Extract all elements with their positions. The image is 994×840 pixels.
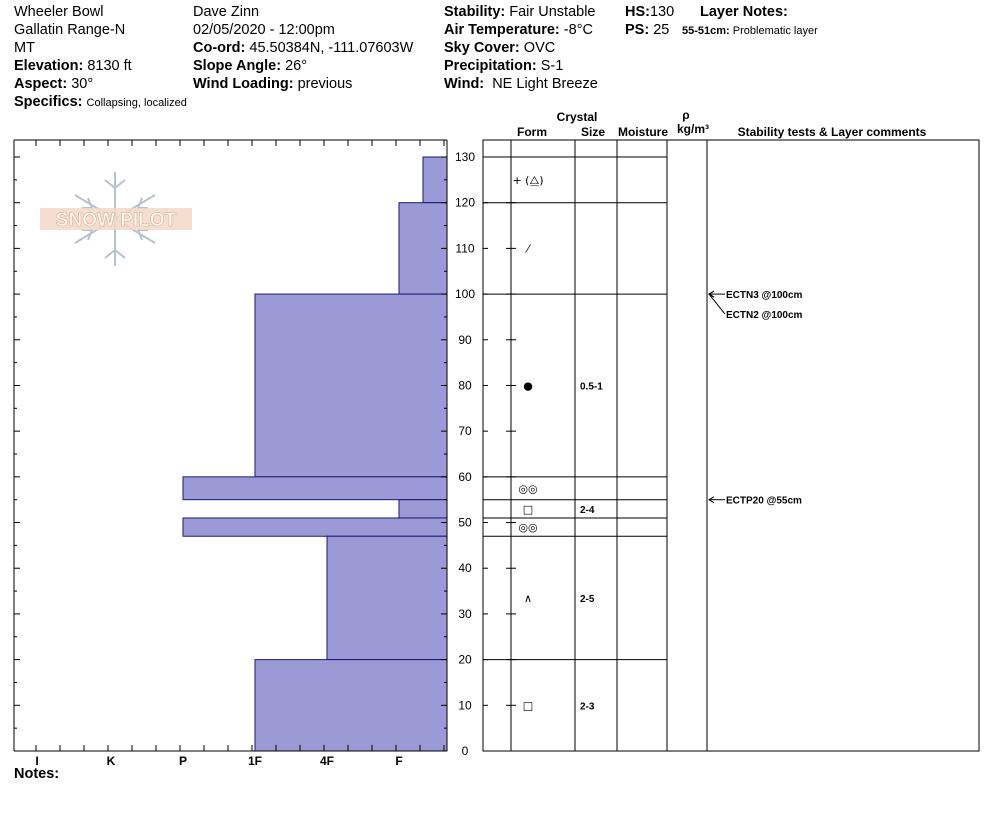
notes-label: Notes: — [14, 766, 60, 782]
wind-loading-label: Wind Loading: — [193, 76, 294, 92]
stability-test-label: ECTN3 @100cm — [726, 290, 803, 302]
crystal-form-symbol: ◎◎ — [518, 521, 538, 535]
size-column-header: Size — [580, 125, 606, 139]
rho-column-header: ρ — [682, 108, 690, 122]
elevation-label: Elevation: — [14, 58, 84, 74]
hardness-bar — [327, 536, 447, 659]
hardness-tick-label: K — [106, 754, 116, 768]
depth-tick-label: 30 — [458, 606, 472, 621]
stability-label: Stability: — [444, 4, 506, 20]
hs-value: 130 — [649, 4, 675, 20]
depth-tick-label: 10 — [458, 698, 472, 713]
wind-value: NE Light Breeze — [492, 76, 598, 92]
crystal-form-symbol: □ — [522, 699, 534, 713]
hardness-tick-label: 1F — [247, 754, 263, 768]
depth-tick-label: 40 — [458, 561, 472, 576]
depth-tick-label: 20 — [458, 652, 472, 667]
layer-note-text: Problematic layer — [732, 25, 818, 37]
aspect-value: 30° — [71, 76, 94, 92]
depth-tick-label: 100 — [454, 287, 476, 302]
hardness-bar — [183, 477, 447, 500]
crystal-column-header: Crystal — [556, 110, 598, 124]
crystal-form-symbol: □ — [522, 502, 534, 516]
wind-label: Wind: — [444, 76, 485, 92]
depth-tick-label: 120 — [454, 195, 476, 210]
coord-label: Co-ord: — [193, 40, 246, 56]
depth-tick-label: 130 — [454, 150, 476, 164]
precip-label: Precipitation: — [444, 58, 537, 74]
crystal-size-label: 2-4 — [580, 504, 595, 516]
precip-value: S-1 — [540, 58, 564, 74]
layer-note-depth: 55-51cm: — [682, 25, 730, 37]
observation-datetime: 02/05/2020 - 12:00pm — [193, 22, 335, 38]
depth-tick-label: 80 — [458, 378, 472, 393]
slope-value: 26° — [285, 58, 308, 74]
stability-test-arrow — [709, 294, 725, 314]
depth-tick-label: 90 — [458, 332, 472, 347]
stability-test-label: ECTN2 @100cm — [726, 310, 803, 322]
snowpilot-logo — [40, 172, 192, 266]
sky-cover-value: OVC — [523, 40, 556, 56]
hardness-bar — [183, 518, 447, 536]
hs-label: HS: — [625, 4, 650, 20]
range-name: Gallatin Range-N — [14, 22, 126, 38]
slope-label: Slope Angle: — [193, 58, 282, 74]
depth-tick-label: 50 — [458, 515, 472, 530]
crystal-size-label: 0.5-1 — [580, 381, 603, 393]
air-temp-label: Air Temperature: — [444, 22, 560, 38]
comments-column-header: Stability tests & Layer comments — [737, 125, 927, 139]
moisture-column-header: Moisture — [617, 125, 669, 139]
hardness-tick-label: F — [395, 754, 403, 768]
stability-test-label: ECTP20 @55cm — [726, 495, 802, 507]
crystal-form-symbol: ● — [523, 379, 533, 393]
crystal-form-symbol: ⁄ — [527, 242, 529, 256]
ps-value: 25 — [653, 22, 670, 38]
depth-tick-label: 0 — [461, 744, 469, 758]
sky-cover-label: Sky Cover: — [444, 40, 520, 56]
wind-loading-value: previous — [297, 76, 353, 92]
crystal-form-symbol: ◎◎ — [518, 482, 538, 496]
crystal-form-symbol: ∧ — [523, 591, 533, 605]
state-name: MT — [14, 40, 35, 56]
form-column-header: Form — [517, 125, 547, 139]
elevation-value: 8130 ft — [87, 58, 132, 74]
crystal-size-label: 2-3 — [580, 701, 595, 713]
hardness-tick-label: P — [178, 754, 188, 768]
aspect-label: Aspect: — [14, 76, 68, 92]
crystal-size-label: 2-5 — [580, 593, 595, 605]
hardness-bar — [255, 294, 447, 477]
hardness-tick-label: 4F — [319, 754, 335, 768]
logo-text: SNOW PILOT — [55, 210, 177, 231]
depth-tick-label: 60 — [458, 469, 472, 484]
hardness-bar — [399, 203, 447, 294]
density-unit-header: kg/m³ — [676, 122, 710, 136]
location-name: Wheeler Bowl — [14, 4, 104, 20]
coord-value: 45.50384N, -111.07603W — [249, 40, 414, 56]
depth-tick-label: 110 — [455, 241, 475, 256]
hardness-bar — [255, 660, 447, 751]
layer-notes-label: Layer Notes: — [700, 4, 788, 20]
observer-name: Dave Zinn — [193, 4, 260, 20]
hardness-bar — [399, 500, 447, 518]
air-temp-value: -8°C — [563, 22, 593, 38]
hardness-bar — [423, 157, 447, 203]
hardness-tick-label: I — [35, 754, 39, 768]
specifics-value: Collapsing, localized — [86, 97, 187, 109]
crystal-form-symbol: + (⧋) — [512, 173, 544, 187]
stability-value: Fair Unstable — [509, 4, 596, 20]
ps-label: PS: — [625, 22, 650, 38]
specifics-label: Specifics: — [14, 94, 83, 110]
depth-tick-label: 70 — [458, 424, 472, 439]
